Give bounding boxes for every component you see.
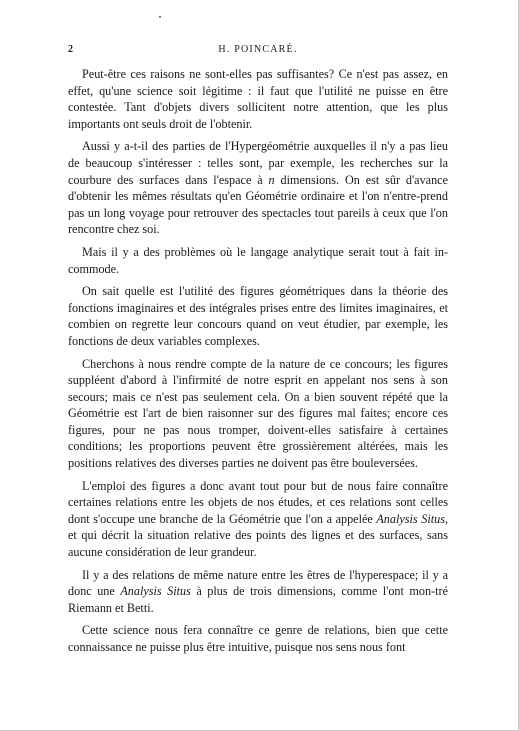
paragraph <box>68 138 448 238</box>
text-run: Il y a des relations de même nature entre les êtres de l'hyperespace; il y a donc une <box>68 567 448 599</box>
paragraph <box>68 622 448 655</box>
text-run: , et qui décrit la situation relative des points des lignes et des surfaces, sans aucune considération de leur grandeur. <box>68 511 448 560</box>
paragraph <box>68 567 448 617</box>
italic-term: Analysis Situs <box>376 511 445 526</box>
paragraph <box>68 283 448 349</box>
paragraph <box>68 356 448 472</box>
text-run: dimensions. On est sûr d'avance d'obtenir les mêmes résultats qu'en Géométrie ordinaire et l'on n'entre-prend pas un long voyage pour retrouver des spectacles tout pareils à ceux que l'on rencontre chez soi. <box>68 172 448 237</box>
italic-term: Analysis Situs <box>120 584 191 599</box>
text-run: On sait quelle est l'utilité des figures géométriques dans la théorie des fonctions imaginaires et des intégrales prises entre des limites imaginaires, et combien on regrette leur concours quand on veut étudier, par exemple, les fonctions de deux variables complexes. <box>68 284 448 348</box>
paragraph <box>68 478 448 561</box>
body-text <box>68 66 448 662</box>
print-speck <box>159 16 161 18</box>
math-variable: n <box>268 172 275 187</box>
text-run: Peut-être ces raisons ne sont-elles pas suffisantes? Ce n'est pas assez, en effet, qu'une science soit légitime : il faut que l'utilité ne puisse en être contestée. Tant d'objets divers sollicitent notre attention, que les plus importants ont seuls droit de l'obtenir. <box>68 67 448 131</box>
paragraph <box>68 66 448 132</box>
page-header <box>68 44 448 58</box>
text-run: Cette science nous fera connaître ce genre de relations, bien que cette connaissance ne puisse plus être intuitive, puisque nos sens nous font <box>68 623 448 654</box>
paragraph <box>68 244 448 277</box>
text-run: Aussi y a-t-il des parties de l'Hypergéométrie auxquelles il n'y a pas lieu de beaucoup s'intéresser : telles sont, par exemple, les recherches sur la courbure des surfaces dans l'espace à <box>68 139 448 187</box>
running-head: H. POINCARÉ. <box>218 44 298 55</box>
page-number: 2 <box>68 44 74 55</box>
text-run: Cherchons à nous rendre compte de la nature de ce concours; les figures suppléent d'abord à l'infirmité de notre esprit en appelant nos sens à son secours; mais ce n'est pas seulement cela. On a bien souvent répété que la Géométrie est l'art de bien raisonner sur des figures mal faites; encore ces figures, pour ne pas nous tromper, doivent-elles satisfaire à certaines conditions; les proportions peuvent être grossièrement altérées, mais les positions relatives des diverses parties ne doivent pas être bouleversées. <box>68 356 448 471</box>
text-run: L'emploi des figures a donc avant tout pour but de nous faire connaître certaines relations entre les objets de nos études, et ces relations sont celles dont s'occupe une branche de la Géométrie que l'on a appelée <box>68 478 448 526</box>
text-run: Mais il y a des problèmes où le langage analytique serait tout à fait in-commode. <box>68 244 448 276</box>
text-run: à plus de trois dimensions, comme l'ont mon-tré Riemann et Betti. <box>68 584 448 615</box>
